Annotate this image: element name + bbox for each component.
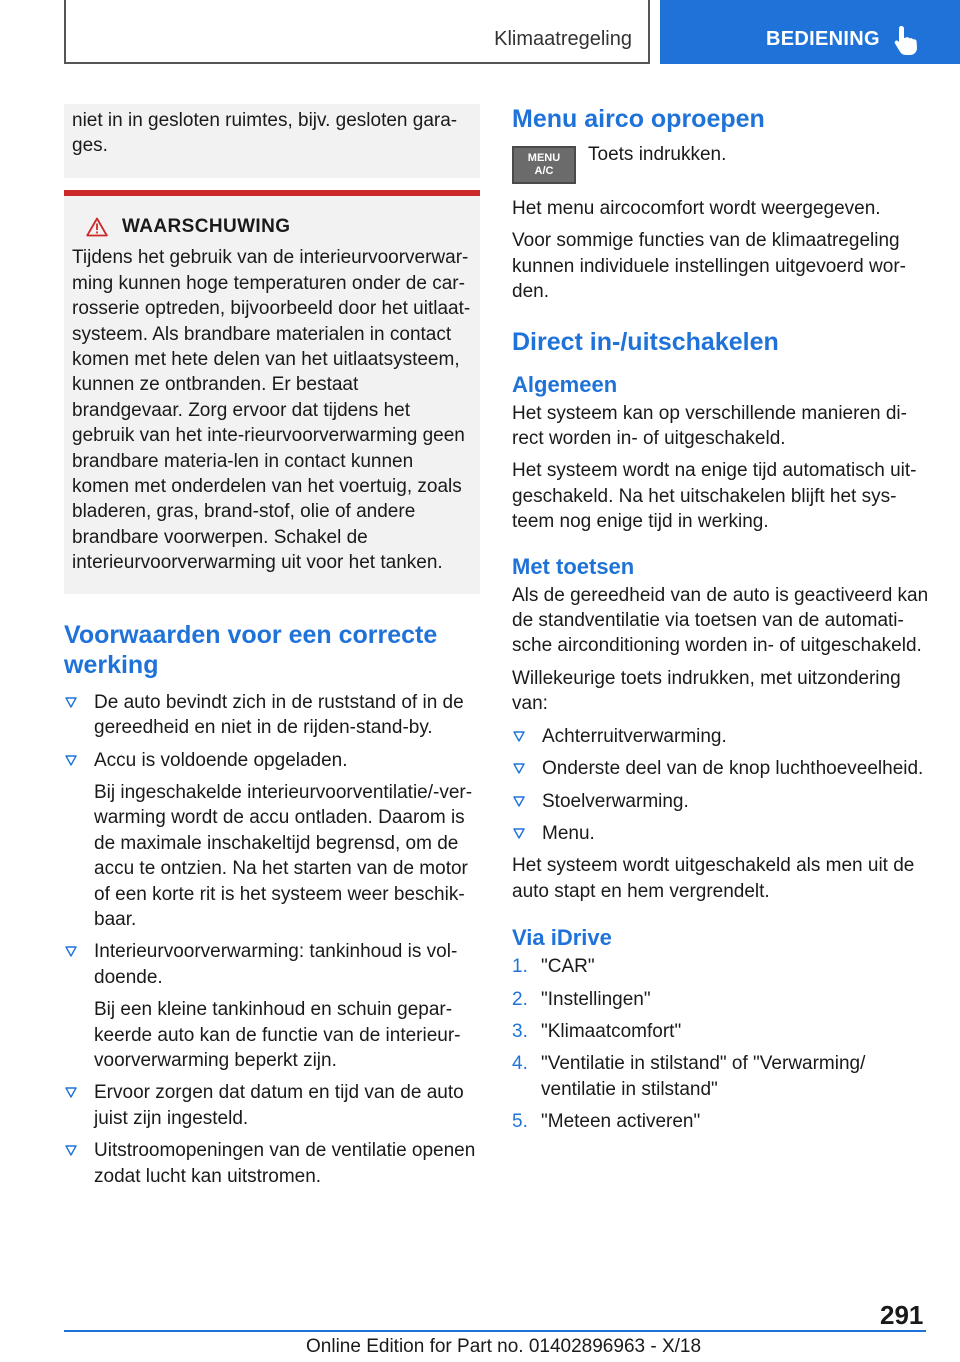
- warning-header: [72, 214, 472, 239]
- intro-box: [64, 104, 480, 178]
- warning-title: WAARSCHUWING: [122, 216, 291, 237]
- menu-heading: Menu airco oproepen: [512, 105, 765, 133]
- list-item: [64, 939, 480, 1073]
- right-column: [512, 104, 932, 1142]
- list-item: [512, 789, 932, 814]
- key-label-top: MENU: [527, 152, 561, 164]
- warning-triangle-icon: [86, 217, 108, 237]
- header-chapter-tab: [660, 0, 960, 64]
- buttons-paragraph-2: Willekeurige toets indrukken, met uitzondering van:: [512, 667, 901, 715]
- general-heading: Algemeen: [512, 371, 618, 397]
- step-number: 2.: [512, 988, 528, 1010]
- list-item: [512, 954, 932, 979]
- left-column: [64, 104, 480, 1196]
- bullet-triangle-icon: [65, 945, 77, 957]
- warning-box: [64, 190, 480, 594]
- menu-ac-key-icon: [512, 146, 576, 184]
- direct-heading: Direct in-/uitschakelen: [512, 327, 779, 356]
- list-item-text: De auto bevindt zich in de ruststand of in de gereedheid en niet in de rijden-stand-by.: [94, 691, 464, 739]
- general-paragraph-1: Het systeem kan op verschillende manieren di-rect worden in- of uitgeschakeld.: [512, 402, 907, 450]
- bullet-triangle-icon: [65, 1144, 77, 1156]
- bullet-triangle-icon: [65, 696, 77, 708]
- bullet-triangle-icon: [513, 827, 525, 839]
- header-section-tab: [64, 0, 650, 64]
- idrive-steps-list: [512, 954, 932, 1134]
- step-number: 3.: [512, 1020, 528, 1042]
- bullet-triangle-icon: [65, 1086, 77, 1098]
- list-item: [64, 748, 480, 933]
- list-item: [512, 987, 932, 1012]
- step-text: "CAR": [541, 956, 595, 978]
- list-item: [512, 756, 932, 781]
- general-paragraph-2: Het systeem wordt na enige tijd automatisch uit-geschakeld. Na het uitschakelen blijft het sys-teem nog enige tijd in werking.: [512, 460, 917, 533]
- conditions-list: [64, 690, 480, 1189]
- conditions-heading: Voorwaarden voor een correcte werking: [64, 620, 438, 679]
- list-item-detail: Bij ingeschakelde interieurvoorventilatie/-ver-warming wordt de accu ontladen. Daarom is de maximale inschakeltijd begrensd, om de accu te ontzien. Na het starten van de motor of een korte rit is het systeem weer beschik-baar.: [94, 781, 473, 930]
- list-item-text: Ervoor zorgen dat datum en tijd van de auto juist zijn ingesteld.: [94, 1082, 464, 1129]
- list-item-text: Uitstroomopeningen van de ventilatie openen zodat lucht kan uitstromen.: [94, 1140, 476, 1187]
- step-text: "Klimaatcomfort": [541, 1020, 682, 1042]
- list-item-detail: Bij een kleine tankinhoud en schuin gepar-keerde auto kan de functie van de interieur-voorverwarming beperkt zijn.: [94, 999, 461, 1071]
- step-text: "Ventilatie in stilstand" of "Verwarming/ ventilatie in stilstand": [541, 1053, 866, 1100]
- exceptions-list: [512, 724, 932, 847]
- menu-paragraph-1: Het menu aircocomfort wordt weergegeven.: [512, 198, 881, 219]
- list-item: [512, 1109, 932, 1134]
- list-item: [64, 690, 480, 741]
- step-number: 5.: [512, 1111, 528, 1133]
- list-item: [512, 1019, 932, 1044]
- list-item: [512, 724, 932, 749]
- key-instruction-row: [512, 146, 932, 184]
- bullet-triangle-icon: [65, 754, 77, 766]
- list-item-text: Menu.: [542, 822, 595, 844]
- list-item: [512, 821, 932, 846]
- list-item-text: Onderste deel van de knop luchthoeveelheid.: [542, 758, 924, 780]
- step-number: 1.: [512, 956, 528, 978]
- hand-pointer-icon: [892, 24, 922, 56]
- footer-edition: Online Edition for Part no. 01402896963 - X/18: [306, 1336, 702, 1357]
- header-chapter-label: BEDIENING: [766, 28, 880, 50]
- step-text: "Meteen activeren": [541, 1111, 701, 1133]
- bullet-triangle-icon: [513, 795, 525, 807]
- list-item: [64, 1080, 480, 1131]
- intro-text: niet in in gesloten ruimtes, bijv. gesloten gara- ges.: [72, 110, 458, 156]
- header-section-title: Klimaatregeling: [494, 28, 632, 50]
- list-item-text: Accu is voldoende opgeladen.: [94, 749, 348, 771]
- page-number: 291: [880, 1300, 924, 1330]
- list-item-text: Interieurvoorverwarming: tankinhoud is vol-doende.: [94, 941, 458, 988]
- list-item: [512, 1051, 932, 1102]
- menu-paragraph-2: Voor sommige functies van de klimaatregeling kunnen individuele instellingen uitgevoerd wor-den.: [512, 230, 906, 303]
- footer-divider: [64, 1330, 926, 1332]
- list-item: [64, 1138, 480, 1189]
- step-number: 4.: [512, 1053, 528, 1075]
- buttons-heading: Met toetsen: [512, 553, 635, 579]
- buttons-paragraph-3: Het systeem wordt uitgeschakeld als men uit de auto stapt en hem vergrendelt.: [512, 855, 915, 902]
- list-item-text: Achterruitverwarming.: [542, 725, 727, 747]
- key-instruction: Toets indrukken.: [588, 144, 727, 165]
- key-label-bottom: A/C: [534, 165, 554, 177]
- warning-body: Tijdens het gebruik van de interieurvoorverwar-ming kunnen hoge temperaturen onder de car-rosserie optreden, bijvoorbeeld door het uitlaat-systeem. Als brandbare materialen in contact komen met hete delen van het uitlaatsysteem, kunnen ze ontbranden. Er bestaat brandgevaar. Zorg ervoor dat tijdens het gebruik van het inte-rieurvoorverwarming geen brandbare materia-len in contact kunnen komen met onderdelen van het voertuig, zoals bladeren, gras, brand-stof, olie of andere brandbare voorwerpen. Schakel de interieurvoorverwarming uit voor het tanken.: [72, 247, 471, 574]
- bullet-triangle-icon: [513, 762, 525, 774]
- list-item-text: Stoelverwarming.: [542, 790, 689, 812]
- idrive-heading: Via iDrive: [512, 925, 612, 951]
- step-text: "Instellingen": [541, 988, 651, 1010]
- bullet-triangle-icon: [513, 730, 525, 742]
- buttons-paragraph-1: Als de gereedheid van de auto is geactiveerd kan de standventilatie via toetsen van de automati-sche airconditioning worden in- of uitgeschakeld.: [512, 584, 929, 657]
